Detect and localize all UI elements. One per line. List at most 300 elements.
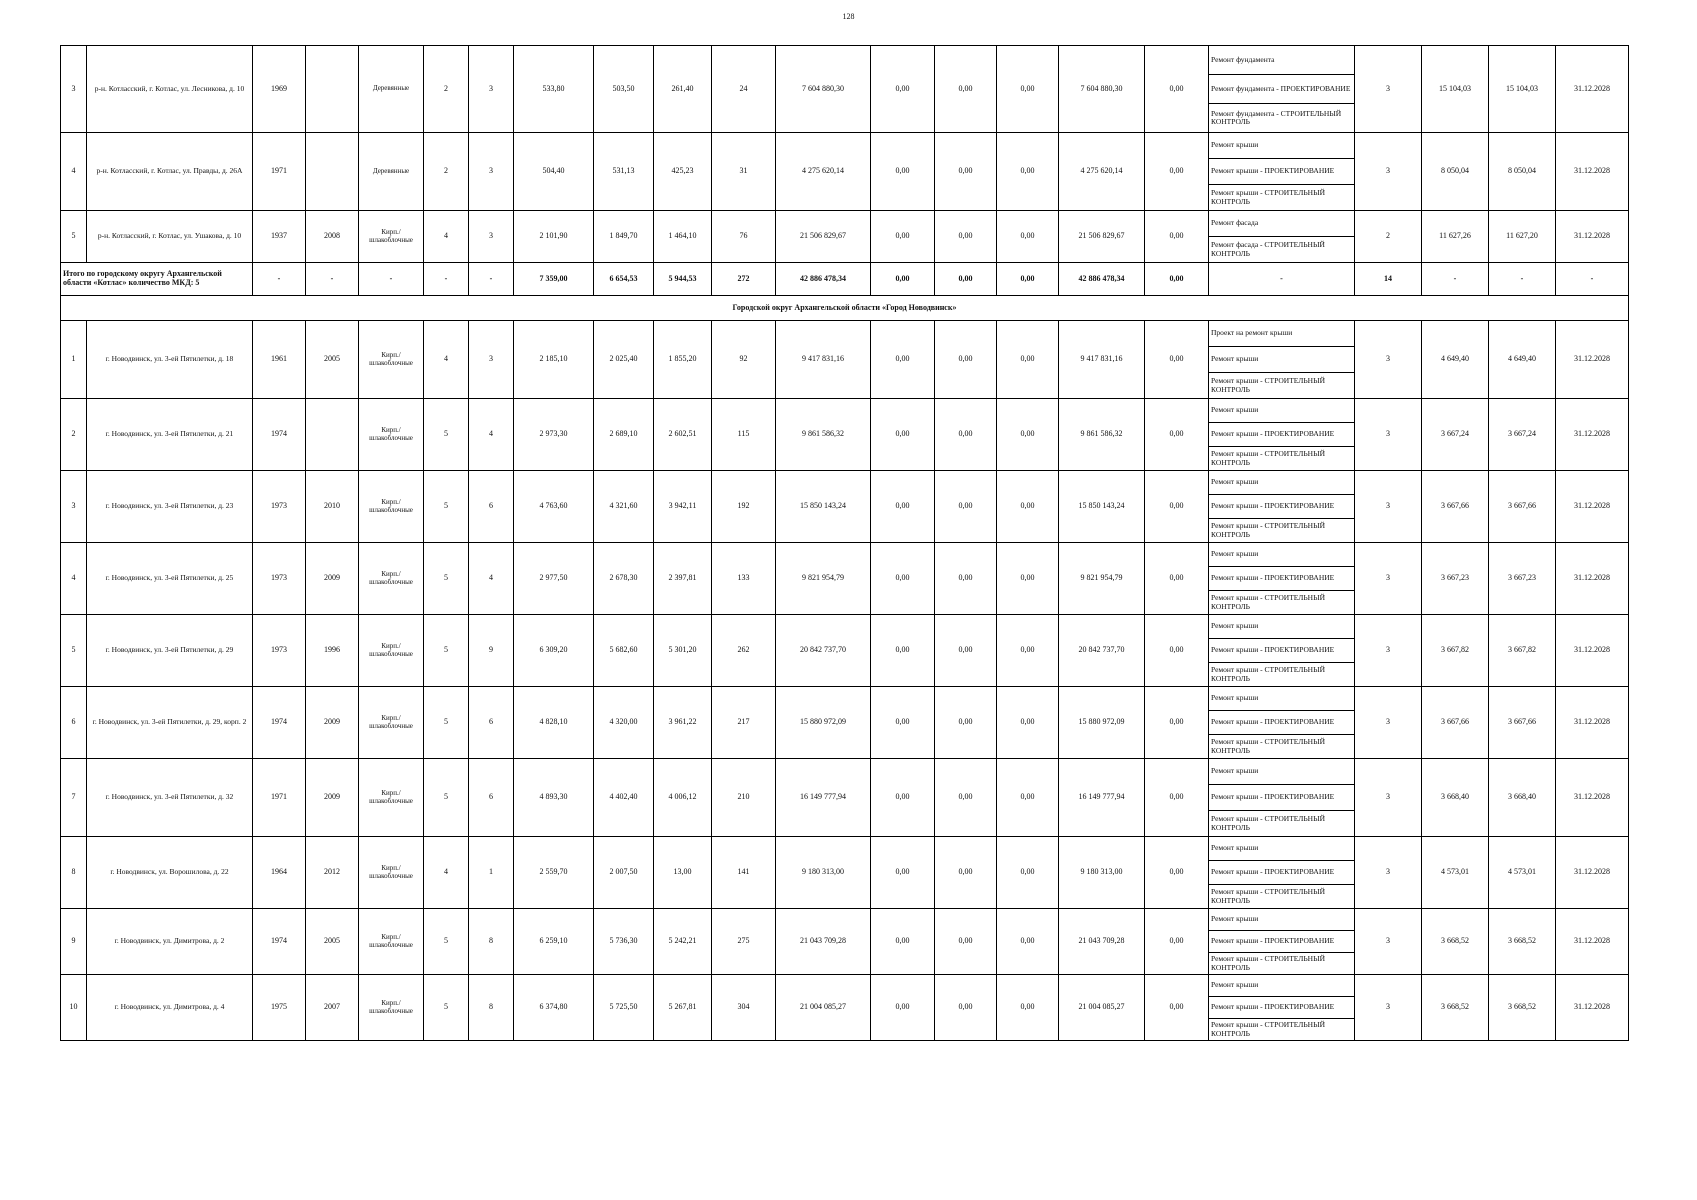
num-cell: 1 (61, 321, 87, 399)
work-type-cell: Ремонт крыши - СТРОИТЕЛЬНЫЙ КОНТРОЛЬ (1209, 811, 1355, 837)
material-cell: Деревянные (359, 133, 424, 211)
total-fund-fr: 0,00 (871, 263, 935, 296)
area-residential-cell: 3 942,11 (654, 471, 712, 543)
fund-local-cell: 0,00 (997, 687, 1059, 759)
fund-owners-cell: 15 850 143,24 (1059, 471, 1145, 543)
residents-cell: 262 (712, 615, 776, 687)
fund-other-cell: 0,00 (1145, 975, 1209, 1041)
work-type-cell: Ремонт крыши - ПРОЕКТИРОВАНИЕ (1209, 495, 1355, 519)
fund-local-cell: 0,00 (997, 543, 1059, 615)
max-cost-cell: 15 104,03 (1489, 46, 1556, 133)
total-floors: - (424, 263, 469, 296)
table-row (61, 133, 1629, 159)
fund-local-cell: 0,00 (997, 46, 1059, 133)
unit-count-cell: 3 (1355, 615, 1422, 687)
fund-fr-cell: 0,00 (871, 399, 935, 471)
fund-local-cell: 0,00 (997, 211, 1059, 263)
fund-regional-cell: 0,00 (935, 321, 997, 399)
fund-regional-cell: 0,00 (935, 211, 997, 263)
area-residential-cell: 1 464,10 (654, 211, 712, 263)
fund-local-cell: 0,00 (997, 133, 1059, 211)
fund-regional-cell: 0,00 (935, 687, 997, 759)
area-premises-cell: 5 682,60 (594, 615, 654, 687)
entrances-cell: 1 (469, 837, 514, 909)
year-built-cell: 1969 (253, 46, 306, 133)
total-residents: 272 (712, 263, 776, 296)
residents-cell: 304 (712, 975, 776, 1041)
fund-local-cell: 0,00 (997, 471, 1059, 543)
work-type-cell: Ремонт крыши - ПРОЕКТИРОВАНИЕ (1209, 931, 1355, 953)
year-built-cell: 1961 (253, 321, 306, 399)
fund-fr-cell: 0,00 (871, 133, 935, 211)
total-area-cell: 4 893,30 (514, 759, 594, 837)
cost-total-cell: 7 604 880,30 (776, 46, 871, 133)
max-cost-cell: 3 668,52 (1489, 909, 1556, 975)
unit-count-cell: 3 (1355, 687, 1422, 759)
work-type-cell: Ремонт крыши - ПРОЕКТИРОВАНИЕ (1209, 639, 1355, 663)
address-cell: г. Новодвинск, ул. 3-ей Пятилетки, д. 25 (87, 543, 253, 615)
floors-cell: 5 (424, 759, 469, 837)
address-cell: р-н. Котласский, г. Котлас, ул. Правды, д. 26А (87, 133, 253, 211)
residents-cell: 210 (712, 759, 776, 837)
max-cost-cell: 3 667,24 (1489, 399, 1556, 471)
area-premises-cell: 531,13 (594, 133, 654, 211)
max-cost-cell: 3 667,66 (1489, 471, 1556, 543)
fund-owners-cell: 9 821 954,79 (1059, 543, 1145, 615)
total-area-cell: 533,80 (514, 46, 594, 133)
max-cost-cell: 3 667,66 (1489, 687, 1556, 759)
fund-fr-cell: 0,00 (871, 211, 935, 263)
material-cell: Кирп./ шлакоблочные (359, 211, 424, 263)
year-built-cell: 1973 (253, 543, 306, 615)
fund-owners-cell: 9 861 586,32 (1059, 399, 1145, 471)
address-cell: р-н. Котласский, г. Котлас, ул. Ушакова, д. 10 (87, 211, 253, 263)
residents-cell: 192 (712, 471, 776, 543)
floors-cell: 5 (424, 399, 469, 471)
fund-owners-cell: 21 043 709,28 (1059, 909, 1145, 975)
address-cell: г. Новодвинск, ул. 3-ей Пятилетки, д. 29 (87, 615, 253, 687)
entrances-cell: 8 (469, 975, 514, 1041)
table-row (61, 211, 1629, 237)
material-cell: Кирп./ шлакоблочные (359, 975, 424, 1041)
table-row (61, 837, 1629, 861)
total-area-cell: 4 828,10 (514, 687, 594, 759)
address-cell: р-н. Котласский, г. Котлас, ул. Лесникова, д. 10 (87, 46, 253, 133)
fund-regional-cell: 0,00 (935, 975, 997, 1041)
fund-owners-cell: 20 842 737,70 (1059, 615, 1145, 687)
floors-cell: 5 (424, 687, 469, 759)
work-type-cell: Ремонт крыши - СТРОИТЕЛЬНЫЙ КОНТРОЛЬ (1209, 885, 1355, 909)
year-built-cell: 1974 (253, 909, 306, 975)
page-number: 128 (842, 12, 855, 21)
residents-cell: 275 (712, 909, 776, 975)
max-cost-cell: 3 668,52 (1489, 975, 1556, 1041)
fund-local-cell: 0,00 (997, 759, 1059, 837)
max-cost-cell: 4 649,40 (1489, 321, 1556, 399)
max-cost-cell: 8 050,04 (1489, 133, 1556, 211)
entrances-cell: 8 (469, 909, 514, 975)
entrances-cell: 6 (469, 759, 514, 837)
entrances-cell: 9 (469, 615, 514, 687)
deadline-cell: 31.12.2028 (1556, 687, 1629, 759)
cost-total-cell: 9 417 831,16 (776, 321, 871, 399)
cost-total-cell: 21 506 829,67 (776, 211, 871, 263)
total-work-type: - (1209, 263, 1355, 296)
fund-other-cell: 0,00 (1145, 399, 1209, 471)
deadline-cell: 31.12.2028 (1556, 837, 1629, 909)
work-type-cell: Ремонт крыши (1209, 471, 1355, 495)
num-cell: 8 (61, 837, 87, 909)
address-cell: г. Новодвинск, ул. Ворошилова, д. 22 (87, 837, 253, 909)
entrances-cell: 3 (469, 46, 514, 133)
total-section (61, 263, 1629, 321)
num-cell: 2 (61, 399, 87, 471)
area-premises-cell: 2 007,50 (594, 837, 654, 909)
work-type-cell: Ремонт крыши - СТРОИТЕЛЬНЫЙ КОНТРОЛЬ (1209, 591, 1355, 615)
deadline-cell: 31.12.2028 (1556, 399, 1629, 471)
year-built-cell: 1971 (253, 759, 306, 837)
total-fund-owners: 42 886 478,34 (1059, 263, 1145, 296)
cost-total-cell: 15 850 143,24 (776, 471, 871, 543)
unit-cost-cell: 3 667,24 (1422, 399, 1489, 471)
table-row (61, 543, 1629, 567)
area-premises-cell: 4 321,60 (594, 471, 654, 543)
unit-cost-cell: 3 668,40 (1422, 759, 1489, 837)
total-area-cell: 2 977,50 (514, 543, 594, 615)
unit-count-cell: 3 (1355, 975, 1422, 1041)
work-type-cell: Ремонт крыши - СТРОИТЕЛЬНЫЙ КОНТРОЛЬ (1209, 519, 1355, 543)
work-type-cell: Ремонт фасада - СТРОИТЕЛЬНЫЙ КОНТРОЛЬ (1209, 237, 1355, 263)
work-type-cell: Ремонт крыши (1209, 133, 1355, 159)
unit-cost-cell: 8 050,04 (1422, 133, 1489, 211)
unit-cost-cell: 3 668,52 (1422, 909, 1489, 975)
area-residential-cell: 5 301,20 (654, 615, 712, 687)
deadline-cell: 31.12.2028 (1556, 909, 1629, 975)
work-type-cell: Ремонт крыши - СТРОИТЕЛЬНЫЙ КОНТРОЛЬ (1209, 735, 1355, 759)
fund-other-cell: 0,00 (1145, 133, 1209, 211)
table-row (61, 321, 1629, 347)
work-type-cell: Ремонт фасада (1209, 211, 1355, 237)
num-cell: 4 (61, 543, 87, 615)
area-premises-cell: 4 402,40 (594, 759, 654, 837)
fund-fr-cell: 0,00 (871, 543, 935, 615)
table-row (61, 615, 1629, 639)
total-area-residential: 5 944,53 (654, 263, 712, 296)
material-cell: Кирп./ шлакоблочные (359, 759, 424, 837)
unit-count-cell: 3 (1355, 471, 1422, 543)
floors-cell: 5 (424, 543, 469, 615)
work-type-cell: Ремонт крыши - ПРОЕКТИРОВАНИЕ (1209, 711, 1355, 735)
address-cell: г. Новодвинск, ул. 3-ей Пятилетки, д. 32 (87, 759, 253, 837)
unit-count-cell: 3 (1355, 133, 1422, 211)
floors-cell: 5 (424, 471, 469, 543)
year-overhaul-cell: 2009 (306, 543, 359, 615)
work-type-cell: Ремонт крыши - СТРОИТЕЛЬНЫЙ КОНТРОЛЬ (1209, 373, 1355, 399)
work-type-cell: Ремонт крыши (1209, 759, 1355, 785)
address-cell: г. Новодвинск, ул. 3-ей Пятилетки, д. 29, корп. 2 (87, 687, 253, 759)
area-premises-cell: 2 689,10 (594, 399, 654, 471)
cost-total-cell: 20 842 737,70 (776, 615, 871, 687)
work-type-cell: Ремонт крыши - ПРОЕКТИРОВАНИЕ (1209, 567, 1355, 591)
fund-other-cell: 0,00 (1145, 837, 1209, 909)
total-area-cell: 6 374,80 (514, 975, 594, 1041)
work-type-cell: Ремонт крыши (1209, 687, 1355, 711)
entrances-cell: 6 (469, 687, 514, 759)
total-area-cell: 2 559,70 (514, 837, 594, 909)
year-overhaul-cell: 2005 (306, 321, 359, 399)
material-cell: Кирп./ шлакоблочные (359, 615, 424, 687)
work-type-cell: Ремонт крыши - ПРОЕКТИРОВАНИЕ (1209, 861, 1355, 885)
table-row (61, 975, 1629, 997)
total-area: 7 359,00 (514, 263, 594, 296)
entrances-cell: 4 (469, 543, 514, 615)
deadline-cell: 31.12.2028 (1556, 615, 1629, 687)
fund-fr-cell: 0,00 (871, 975, 935, 1041)
area-residential-cell: 3 961,22 (654, 687, 712, 759)
floors-cell: 5 (424, 615, 469, 687)
max-cost-cell: 11 627,20 (1489, 211, 1556, 263)
fund-other-cell: 0,00 (1145, 46, 1209, 133)
fund-regional-cell: 0,00 (935, 615, 997, 687)
residents-cell: 115 (712, 399, 776, 471)
deadline-cell: 31.12.2028 (1556, 975, 1629, 1041)
num-cell: 5 (61, 211, 87, 263)
unit-count-cell: 3 (1355, 321, 1422, 399)
material-cell: Кирп./ шлакоблочные (359, 399, 424, 471)
work-type-cell: Ремонт крыши - СТРОИТЕЛЬНЫЙ КОНТРОЛЬ (1209, 185, 1355, 211)
deadline-cell: 31.12.2028 (1556, 321, 1629, 399)
year-built-cell: 1974 (253, 687, 306, 759)
fund-other-cell: 0,00 (1145, 687, 1209, 759)
unit-cost-cell: 3 668,52 (1422, 975, 1489, 1041)
work-type-cell: Ремонт крыши - СТРОИТЕЛЬНЫЙ КОНТРОЛЬ (1209, 447, 1355, 471)
area-premises-cell: 503,50 (594, 46, 654, 133)
fund-owners-cell: 9 417 831,16 (1059, 321, 1145, 399)
work-type-cell: Ремонт крыши - ПРОЕКТИРОВАНИЕ (1209, 423, 1355, 447)
fund-fr-cell: 0,00 (871, 321, 935, 399)
area-residential-cell: 2 397,81 (654, 543, 712, 615)
total-deadline: - (1556, 263, 1629, 296)
unit-count-cell: 3 (1355, 837, 1422, 909)
fund-owners-cell: 15 880 972,09 (1059, 687, 1145, 759)
total-area-cell: 2 973,30 (514, 399, 594, 471)
year-built-cell: 1974 (253, 399, 306, 471)
num-cell: 10 (61, 975, 87, 1041)
num-cell: 7 (61, 759, 87, 837)
fund-other-cell: 0,00 (1145, 615, 1209, 687)
table-row (61, 909, 1629, 931)
deadline-cell: 31.12.2028 (1556, 543, 1629, 615)
material-cell: Кирп./ шлакоблочные (359, 543, 424, 615)
total-fund-regional: 0,00 (935, 263, 997, 296)
address-cell: г. Новодвинск, ул. 3-ей Пятилетки, д. 18 (87, 321, 253, 399)
max-cost-cell: 3 667,82 (1489, 615, 1556, 687)
total-year-built: - (253, 263, 306, 296)
year-overhaul-cell: 2005 (306, 909, 359, 975)
fund-regional-cell: 0,00 (935, 133, 997, 211)
fund-other-cell: 0,00 (1145, 471, 1209, 543)
floors-cell: 4 (424, 837, 469, 909)
material-cell: Кирп./ шлакоблочные (359, 687, 424, 759)
address-cell: г. Новодвинск, ул. 3-ей Пятилетки, д. 21 (87, 399, 253, 471)
total-year-overhaul: - (306, 263, 359, 296)
unit-cost-cell: 4 573,01 (1422, 837, 1489, 909)
fund-regional-cell: 0,00 (935, 837, 997, 909)
address-cell: г. Новодвинск, ул. Димитрова, д. 4 (87, 975, 253, 1041)
num-cell: 3 (61, 471, 87, 543)
work-type-cell: Ремонт крыши - ПРОЕКТИРОВАНИЕ (1209, 997, 1355, 1019)
area-premises-cell: 2 025,40 (594, 321, 654, 399)
cost-total-cell: 15 880 972,09 (776, 687, 871, 759)
floors-cell: 4 (424, 211, 469, 263)
area-residential-cell: 2 602,51 (654, 399, 712, 471)
cost-total-cell: 16 149 777,94 (776, 759, 871, 837)
fund-owners-cell: 9 180 313,00 (1059, 837, 1145, 909)
floors-cell: 4 (424, 321, 469, 399)
section-title: Городской округ Архангельской области «Город Новодвинск» (61, 296, 1629, 321)
num-cell: 3 (61, 46, 87, 133)
year-overhaul-cell: 2009 (306, 759, 359, 837)
overhaul-register-table (60, 45, 1629, 1041)
floors-cell: 2 (424, 133, 469, 211)
area-residential-cell: 4 006,12 (654, 759, 712, 837)
work-type-cell: Ремонт крыши - ПРОЕКТИРОВАНИЕ (1209, 785, 1355, 811)
work-type-cell: Ремонт фундамента (1209, 46, 1355, 75)
total-area-cell: 4 763,60 (514, 471, 594, 543)
residents-cell: 92 (712, 321, 776, 399)
total-entrances: - (469, 263, 514, 296)
num-cell: 4 (61, 133, 87, 211)
total-row (61, 263, 1629, 296)
entrances-cell: 3 (469, 321, 514, 399)
area-premises-cell: 2 678,30 (594, 543, 654, 615)
entrances-cell: 3 (469, 133, 514, 211)
fund-owners-cell: 7 604 880,30 (1059, 46, 1145, 133)
year-overhaul-cell: 2008 (306, 211, 359, 263)
total-area-cell: 6 309,20 (514, 615, 594, 687)
fund-local-cell: 0,00 (997, 909, 1059, 975)
fund-other-cell: 0,00 (1145, 321, 1209, 399)
total-max-cost: - (1489, 263, 1556, 296)
residents-cell: 31 (712, 133, 776, 211)
work-type-cell: Ремонт крыши (1209, 975, 1355, 997)
work-type-cell: Проект на ремонт крыши (1209, 321, 1355, 347)
num-cell: 6 (61, 687, 87, 759)
material-cell: Кирп./ шлакоблочные (359, 909, 424, 975)
material-cell: Кирп./ шлакоблочные (359, 471, 424, 543)
residents-cell: 24 (712, 46, 776, 133)
fund-owners-cell: 21 004 085,27 (1059, 975, 1145, 1041)
fund-owners-cell: 4 275 620,14 (1059, 133, 1145, 211)
year-built-cell: 1973 (253, 471, 306, 543)
fund-fr-cell: 0,00 (871, 837, 935, 909)
max-cost-cell: 4 573,01 (1489, 837, 1556, 909)
work-type-cell: Ремонт крыши - СТРОИТЕЛЬНЫЙ КОНТРОЛЬ (1209, 663, 1355, 687)
cost-total-cell: 4 275 620,14 (776, 133, 871, 211)
area-residential-cell: 13,00 (654, 837, 712, 909)
fund-fr-cell: 0,00 (871, 615, 935, 687)
unit-cost-cell: 3 667,82 (1422, 615, 1489, 687)
residents-cell: 133 (712, 543, 776, 615)
fund-regional-cell: 0,00 (935, 471, 997, 543)
work-type-cell: Ремонт крыши (1209, 399, 1355, 423)
material-cell: Кирп./ шлакоблочные (359, 321, 424, 399)
work-type-cell: Ремонт крыши (1209, 347, 1355, 373)
year-built-cell: 1937 (253, 211, 306, 263)
area-residential-cell: 425,23 (654, 133, 712, 211)
fund-local-cell: 0,00 (997, 321, 1059, 399)
cost-total-cell: 9 861 586,32 (776, 399, 871, 471)
cost-total-cell: 9 821 954,79 (776, 543, 871, 615)
fund-local-cell: 0,00 (997, 837, 1059, 909)
deadline-cell: 31.12.2028 (1556, 471, 1629, 543)
unit-count-cell: 3 (1355, 909, 1422, 975)
fund-regional-cell: 0,00 (935, 543, 997, 615)
unit-cost-cell: 3 667,66 (1422, 687, 1489, 759)
total-area-cell: 2 101,90 (514, 211, 594, 263)
year-overhaul-cell: 2009 (306, 687, 359, 759)
residents-cell: 141 (712, 837, 776, 909)
work-type-cell: Ремонт крыши - ПРОЕКТИРОВАНИЕ (1209, 159, 1355, 185)
year-built-cell: 1975 (253, 975, 306, 1041)
total-area-cell: 6 259,10 (514, 909, 594, 975)
entrances-cell: 3 (469, 211, 514, 263)
residents-cell: 76 (712, 211, 776, 263)
year-overhaul-cell: 2012 (306, 837, 359, 909)
max-cost-cell: 3 668,40 (1489, 759, 1556, 837)
unit-cost-cell: 4 649,40 (1422, 321, 1489, 399)
fund-owners-cell: 21 506 829,67 (1059, 211, 1145, 263)
area-premises-cell: 5 725,50 (594, 975, 654, 1041)
area-residential-cell: 261,40 (654, 46, 712, 133)
cost-total-cell: 9 180 313,00 (776, 837, 871, 909)
fund-fr-cell: 0,00 (871, 759, 935, 837)
fund-regional-cell: 0,00 (935, 399, 997, 471)
fund-owners-cell: 16 149 777,94 (1059, 759, 1145, 837)
material-cell: Деревянные (359, 46, 424, 133)
area-premises-cell: 5 736,30 (594, 909, 654, 975)
num-cell: 5 (61, 615, 87, 687)
unit-count-cell: 3 (1355, 759, 1422, 837)
fund-other-cell: 0,00 (1145, 543, 1209, 615)
unit-count-cell: 3 (1355, 543, 1422, 615)
work-type-cell: Ремонт крыши - СТРОИТЕЛЬНЫЙ КОНТРОЛЬ (1209, 953, 1355, 975)
fund-other-cell: 0,00 (1145, 909, 1209, 975)
year-overhaul-cell (306, 133, 359, 211)
total-cost: 42 886 478,34 (776, 263, 871, 296)
num-cell: 9 (61, 909, 87, 975)
address-cell: г. Новодвинск, ул. Димитрова, д. 2 (87, 909, 253, 975)
fund-other-cell: 0,00 (1145, 211, 1209, 263)
total-fund-other: 0,00 (1145, 263, 1209, 296)
work-type-cell: Ремонт крыши (1209, 909, 1355, 931)
cost-total-cell: 21 004 085,27 (776, 975, 871, 1041)
unit-cost-cell: 11 627,26 (1422, 211, 1489, 263)
unit-count-cell: 3 (1355, 399, 1422, 471)
fund-local-cell: 0,00 (997, 615, 1059, 687)
fund-local-cell: 0,00 (997, 399, 1059, 471)
table-row (61, 399, 1629, 423)
floors-cell: 5 (424, 909, 469, 975)
entrances-cell: 4 (469, 399, 514, 471)
deadline-cell: 31.12.2028 (1556, 46, 1629, 133)
table-row (61, 759, 1629, 785)
novodvinsk-rows (61, 321, 1629, 1041)
fund-other-cell: 0,00 (1145, 759, 1209, 837)
area-premises-cell: 1 849,70 (594, 211, 654, 263)
total-area-premises: 6 654,53 (594, 263, 654, 296)
deadline-cell: 31.12.2028 (1556, 211, 1629, 263)
